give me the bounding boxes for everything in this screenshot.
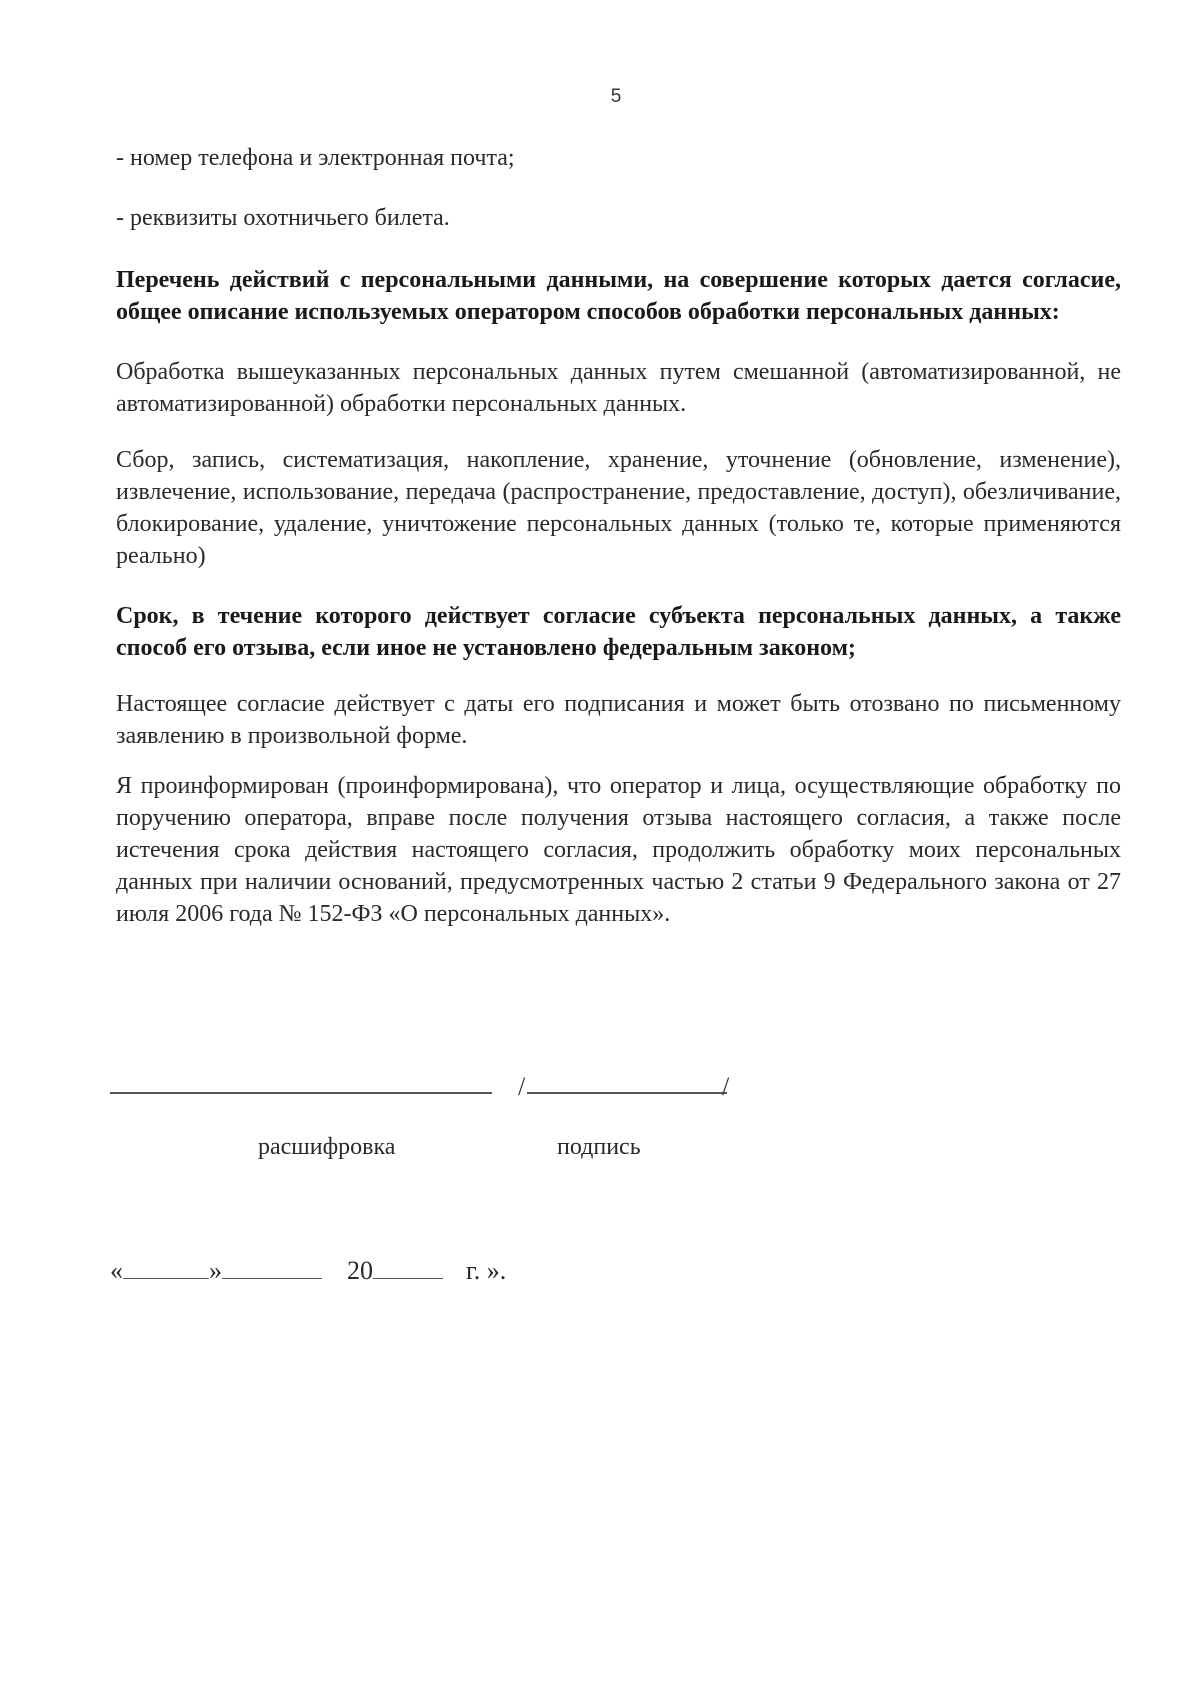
section-heading-term: Срок, в течение которого действует согласие субъекта персональных данных, а также способ его отзыва, если иное не установлено федеральным законом;: [116, 603, 1121, 661]
list-item-hunting-ticket: - реквизиты охотничьего билета.: [116, 205, 450, 231]
list-item-phone-email: - номер телефона и электронная почта;: [116, 145, 515, 171]
date-suffix: г. ».: [466, 1256, 507, 1285]
date-day-blank[interactable]: [123, 1256, 209, 1279]
date-open-quote: «: [110, 1256, 123, 1285]
page-number: 5: [610, 86, 622, 107]
paragraph-actions-list: Сбор, запись, систематизация, накопление, хранение, уточнение (обновление, изменение), извлечение, использование, передача (распространение, предоставление, доступ), обезличивание, блокирование, удаление, уничтожение персональных данных (только те, которые применяются реально): [116, 447, 1121, 569]
signature-slash-right: /: [722, 1072, 730, 1101]
decoding-label: расшифровка: [258, 1134, 396, 1160]
section-heading-actions: Перечень действий с персональными данными, на совершение которых дается согласие, общее описание используемых оператором способов обработки персональных данных:: [116, 267, 1121, 325]
date-month-blank[interactable]: [222, 1256, 322, 1279]
date-year-blank[interactable]: [373, 1256, 443, 1279]
signature-label: подпись: [557, 1134, 641, 1160]
document-body: [116, 142, 1121, 930]
signature-blank-line[interactable]: [527, 1092, 727, 1094]
paragraph-validity: Настоящее согласие действует с даты его подписания и может быть отозвано по письменному заявлению в произвольной форме.: [116, 691, 1121, 749]
date-line: [110, 1256, 506, 1286]
paragraph-processing-method: Обработка вышеуказанных персональных данных путем смешанной (автоматизированной, не автоматизированной) обработки персональных данных.: [116, 359, 1121, 417]
paragraph-informed: Я проинформирован (проинформирована), что оператор и лица, осуществляющие обработку по поручению оператора, вправе после получения отзыва настоящего согласия, а также после истечения срока действия настоящего согласия, продолжить обработку моих персональных данных при наличии оснований, предусмотренных частью 2 статьи 9 Федерального закона от 27 июля 2006 года № 152-ФЗ «О персональных данных».: [116, 773, 1121, 927]
date-close-quote: »: [209, 1256, 222, 1285]
signature-slash-left: /: [518, 1072, 526, 1101]
decoding-blank-line[interactable]: [110, 1092, 492, 1094]
date-year-prefix: 20: [347, 1256, 373, 1285]
